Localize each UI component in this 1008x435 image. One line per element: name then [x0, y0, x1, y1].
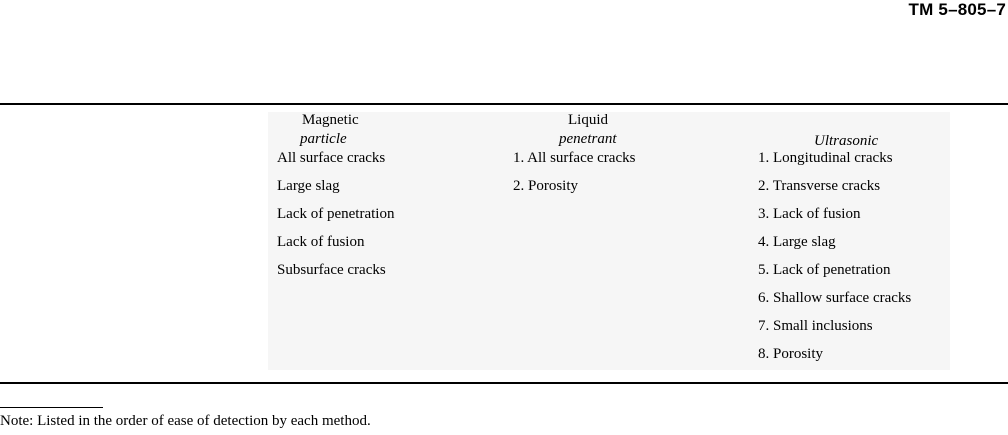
list-item: 7. Small inclusions [758, 318, 873, 334]
list-item: Subsurface cracks [277, 262, 386, 278]
table-bottom-rule [0, 382, 1008, 384]
list-item: 2. Porosity [513, 178, 579, 194]
column-header [758, 112, 978, 150]
defect-list [758, 150, 978, 374]
list-item: 8. Porosity [758, 346, 824, 362]
document-id: TM 5–805–7 [908, 0, 1006, 19]
footnote: Note: Listed in the order of ease of detection by each method. [0, 413, 371, 429]
column-ultrasonic [758, 112, 978, 374]
column-header-line2: Ultrasonic [814, 133, 879, 149]
list-item: Large slag [277, 178, 340, 194]
defect-list [277, 150, 477, 290]
list-item: 1. All surface cracks [513, 150, 636, 166]
defect-list [513, 150, 713, 206]
list-item: 6. Shallow surface cracks [758, 290, 912, 306]
list-item: All surface cracks [277, 150, 386, 166]
table-top-rule [0, 103, 1008, 105]
column-magnetic-particle [277, 112, 477, 290]
list-item: 3. Lack of fusion [758, 206, 861, 222]
column-header-line2: penetrant [559, 131, 617, 147]
list-item: Lack of fusion [277, 234, 365, 250]
footnote-rule [0, 407, 103, 408]
list-item: 4. Large slag [758, 234, 836, 250]
column-header-line2: particle [300, 131, 347, 147]
column-header-line1: Liquid [568, 112, 608, 128]
list-item: 5. Lack of penetration [758, 262, 891, 278]
list-item: 1. Longitudinal cracks [758, 150, 893, 166]
list-item: 2. Transverse cracks [758, 178, 881, 194]
column-header [513, 112, 713, 150]
column-header [277, 112, 477, 150]
column-header-line1: Magnetic [302, 112, 359, 128]
list-item: Lack of penetration [277, 206, 395, 222]
column-liquid-penetrant [513, 112, 713, 206]
